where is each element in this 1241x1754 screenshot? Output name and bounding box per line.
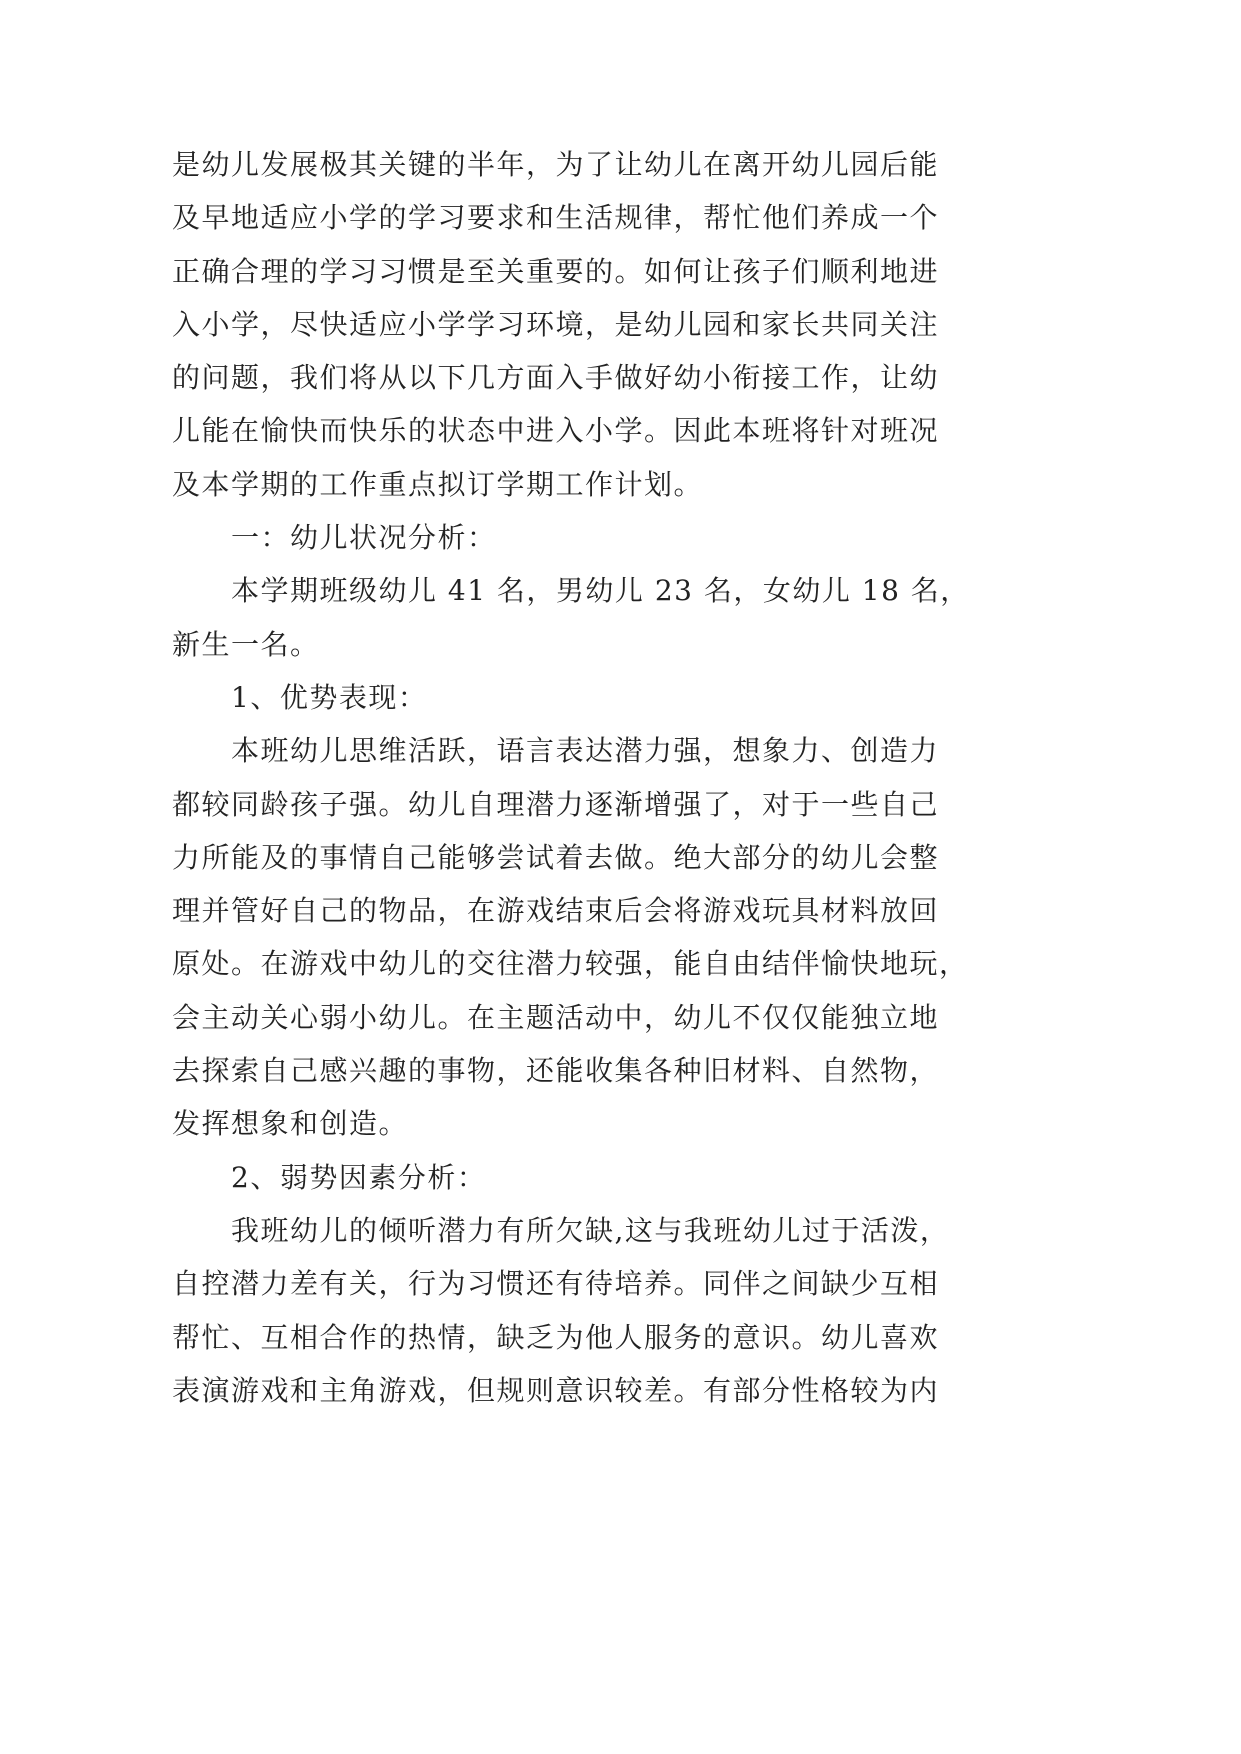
section-heading-weaknesses [172,1151,972,1204]
text-line: 力所能及的事情自己能够尝试着去做。绝大部分的幼儿会整 [172,840,940,874]
text-line: 儿能在愉快而快乐的状态中进入小学。因此本班将针对班况 [172,414,940,448]
text-line: 自控潜力差有关，行为习惯还有待培养。同伴之间缺少互相 [172,1267,940,1301]
section-heading: 2、弱势因素分析： [231,1160,487,1194]
text-line: 及早地适应小学的学习要求和生活规律，帮忙他们养成一个 [172,201,940,235]
text-line: 发挥想象和创造。 [172,1107,409,1141]
text-line: 本班幼儿思维活跃，语言表达潜力强，想象力、创造力 [231,734,940,768]
text-line: 及本学期的工作重点拟订学期工作计划。 [172,467,704,501]
document-body [172,138,972,1417]
paragraph-weaknesses [172,1204,972,1417]
paragraph-class-count [172,564,972,671]
paragraph-strengths [172,724,972,1150]
text-line: 表演游戏和主角游戏，但规则意识较差。有部分性格较为内 [172,1373,940,1407]
text-line: 新生一名。 [172,627,320,661]
section-heading-children-status [172,511,972,564]
text-line: 是幼儿发展极其关键的半年，为了让幼儿在离开幼儿园后能 [172,148,940,181]
text-line: 会主动关心弱小幼儿。在主题活动中，幼儿不仅仅能独立地 [172,1000,940,1034]
text-line: 正确合理的学习习惯是至关重要的。如何让孩子们顺利地进 [172,254,940,288]
text-line: 我班幼儿的倾听潜力有所欠缺,这与我班幼儿过于活泼， [231,1213,950,1247]
section-heading-strengths [172,671,972,724]
text-line: 去探索自己感兴趣的事物，还能收集各种旧材料、自然物， [172,1054,940,1088]
text-line: 理并管好自己的物品，在游戏结束后会将游戏玩具材料放回 [172,894,940,928]
text-line: 的问题，我们将从以下几方面入手做好幼小衔接工作，让幼 [172,361,940,395]
text-line: 原处。在游戏中幼儿的交往潜力较强，能自由结伴愉快地玩， [172,947,969,981]
section-heading: 1、优势表现： [231,680,428,714]
text-line: 本学期班级幼儿 41 名，男幼儿 23 名，女幼儿 18 名， [231,574,970,608]
text-line: 都较同龄孩子强。幼儿自理潜力逐渐增强了，对于一些自己 [172,787,940,821]
text-line: 入小学，尽快适应小学学习环境，是幼儿园和家长共同关注 [172,307,940,341]
paragraph-intro [172,138,972,511]
text-line: 帮忙、互相合作的热情，缺乏为他人服务的意识。幼儿喜欢 [172,1320,940,1354]
section-heading: 一：幼儿状况分析： [231,521,497,555]
